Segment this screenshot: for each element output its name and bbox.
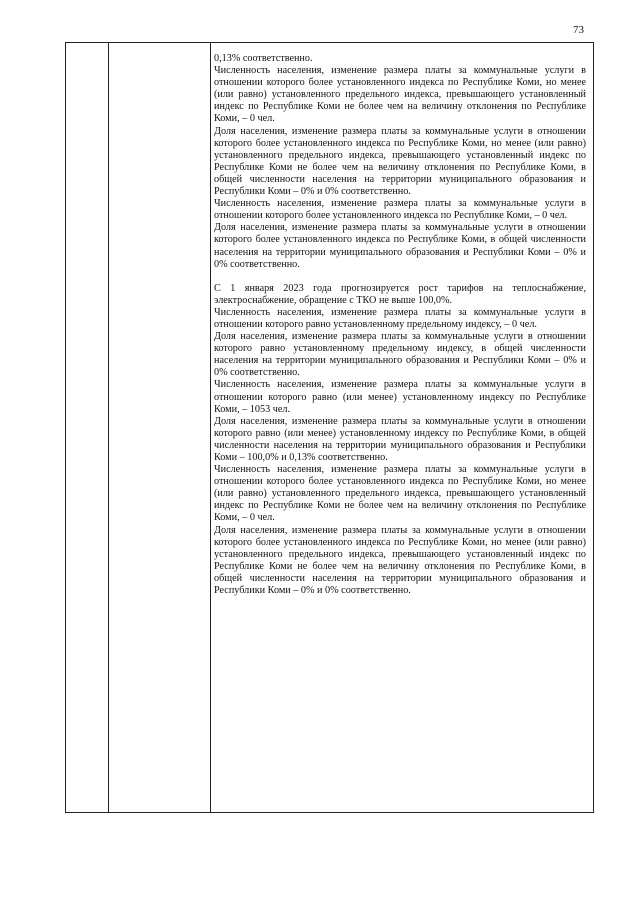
paragraph: Численность населения, изменение размера платы за коммунальные услуги в отношении которого более установленного индекса по Республике Коми, – 0 чел. <box>214 198 586 222</box>
table-cell-text <box>214 53 586 597</box>
paragraph: Доля населения, изменение размера платы за коммунальные услуги в отношении которого равно (или менее) установленному индексу по Республике Коми, в общей численности населения на территории муниципального образования и Республики Коми – 100,0% и 0,13% соответственно. <box>214 415 586 463</box>
column-divider-1 <box>108 43 109 812</box>
column-divider-2 <box>210 43 211 812</box>
paragraph: Численность населения, изменение размера платы за коммунальные услуги в отношении которого более установленного индекса по Республике Коми, но менее (или равно) установленного предельного индекса, превышающего установленный индекс по Республике Коми не более чем на величину отклонения по Республике Коми, – 0 чел. <box>214 65 586 125</box>
paragraph: Численность населения, изменение размера платы за коммунальные услуги в отношении которого более установленного индекса по Республике Коми, но менее (или равно) установленного предельного индекса, превышающего установленный индекс по Республике Коми не более чем на величину отклонения по Республике Коми, – 0 чел. <box>214 464 586 524</box>
paragraph: С 1 января 2023 года прогнозируется рост тарифов на теплоснабжение, электроснабжение, обращение с ТКО не выше 100,0%. <box>214 282 586 306</box>
table-frame <box>65 42 594 813</box>
paragraph: Доля населения, изменение размера платы за коммунальные услуги в отношении которого более установленного индекса по Республике Коми, но менее (или равно) установленного предельного индекса, превышающего установленный индекс по Республике Коми не более чем на величину отклонения по Республике Коми, в общей численности населения на территории муниципального образования и Республики Коми – 0% и 0% соответственно. <box>214 524 586 597</box>
paragraph: Доля населения, изменение размера платы за коммунальные услуги в отношении которого более установленного индекса по Республике Коми, но менее (или равно) установленного предельного индекса, превышающего установленный индекс по Республике Коми не более чем на величину отклонения по Республике Коми, в общей численности населения на территории муниципального образования и Республики Коми – 0% и 0% соответственно. <box>214 125 586 198</box>
paragraph: 0,13% соответственно. <box>214 53 313 64</box>
page-number: 73 <box>573 24 584 36</box>
paragraph: Численность населения, изменение размера платы за коммунальные услуги в отношении которого равно установленному предельному индексу, – 0 чел. <box>214 306 586 330</box>
paragraph: Доля населения, изменение размера платы за коммунальные услуги в отношении которого равно установленному предельному индексу, в общей численности населения на территории муниципального образования и Республики Коми – 0% и 0% соответственно. <box>214 331 586 379</box>
paragraph: Численность населения, изменение размера платы за коммунальные услуги в отношении которого равно (или менее) установленному индексу по Республике Коми, – 1053 чел. <box>214 379 586 415</box>
paragraph-gap <box>214 271 586 283</box>
paragraph: Доля населения, изменение размера платы за коммунальные услуги в отношении которого более установленного индекса по Республике Коми, в общей численности населения на территории муниципального образования и Республики Коми – 0% и 0% соответственно. <box>214 222 586 270</box>
